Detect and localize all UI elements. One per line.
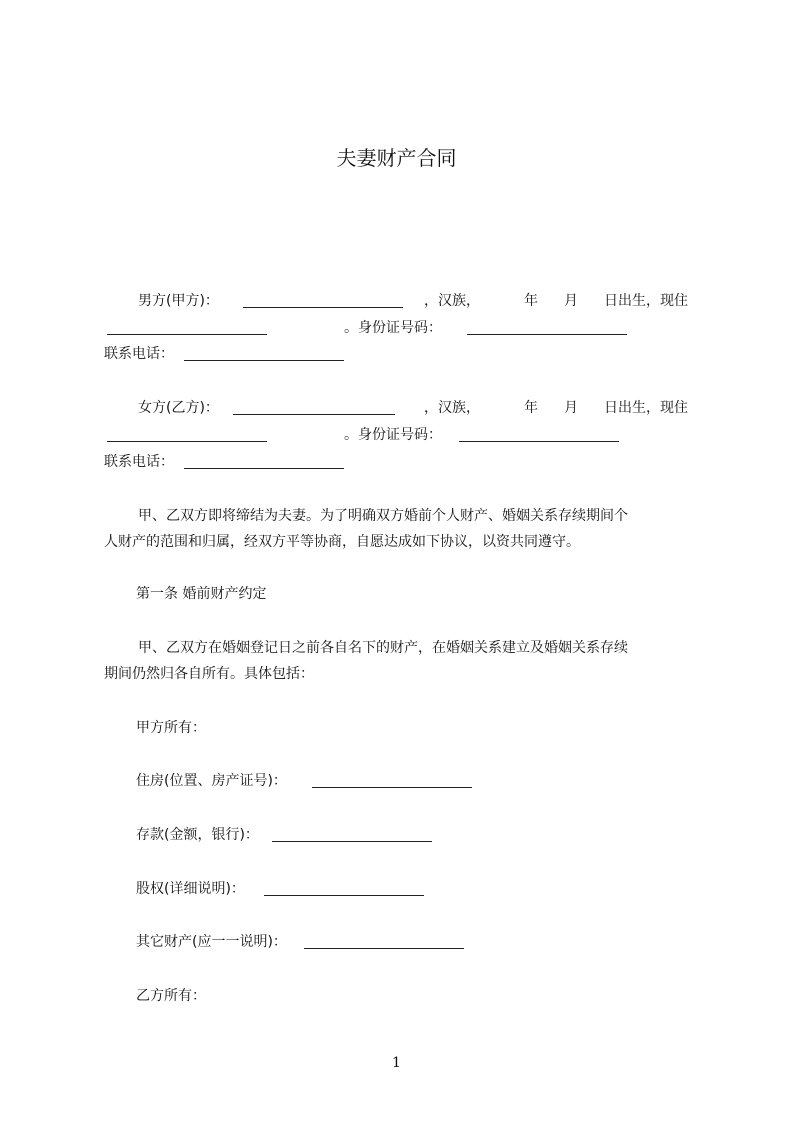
equity-label: 股权(详细说明)：: [136, 881, 245, 897]
party-a-born-reside: 日出生，现住: [604, 293, 688, 309]
party-b-id-blank[interactable]: [459, 427, 619, 442]
party-a-phone-blank[interactable]: [184, 346, 344, 361]
housing-blank[interactable]: [312, 773, 472, 788]
party-a-id-blank[interactable]: [467, 320, 627, 335]
party-b-phone-label: 联系电话：: [104, 454, 174, 470]
party-a-name-blank[interactable]: [243, 293, 403, 308]
other-property-blank[interactable]: [304, 934, 464, 949]
article-1-line-1: 甲、乙双方在婚姻登记日之前各自名下的财产，在婚姻关系建立及婚姻关系存续: [138, 640, 628, 656]
party-b-label: 女方(乙方)：: [138, 400, 219, 416]
party-b-born-reside: 日出生，现住: [604, 400, 688, 416]
document-title: 夫妻财产合同: [336, 146, 457, 170]
page-number: 1: [392, 1055, 401, 1071]
other-property-label: 其它财产(应一一说明)：: [136, 934, 287, 950]
party-a-label: 男方(甲方)：: [138, 293, 219, 309]
party-a-year-label: 年: [524, 293, 538, 309]
deposit-blank[interactable]: [272, 827, 432, 842]
party-a-address-blank[interactable]: [107, 320, 267, 335]
party-b-ethnicity: ，汉族，: [424, 400, 480, 416]
party-a-ethnicity: ，汉族，: [424, 293, 480, 309]
party-a-phone-label: 联系电话：: [104, 346, 174, 362]
article-1-line-2: 期间仍然归各自所有。具体包括：: [104, 666, 314, 682]
equity-blank[interactable]: [264, 881, 424, 896]
deposit-label: 存款(金额，银行)：: [136, 827, 259, 843]
party-b-month-label: 月: [564, 400, 578, 416]
party-b-id-label: 。身份证号码：: [344, 427, 442, 443]
party-a-owns-heading: 甲方所有：: [136, 720, 206, 736]
intro-line-2: 人财产的范围和归属，经双方平等协商，自愿达成如下协议，以资共同遵守。: [104, 534, 580, 550]
article-1-heading: 第一条 婚前财产约定: [136, 586, 267, 602]
party-b-year-label: 年: [524, 400, 538, 416]
party-b-phone-blank[interactable]: [184, 454, 344, 469]
party-b-address-blank[interactable]: [107, 427, 267, 442]
intro-line-1: 甲、乙双方即将缔结为夫妻。为了明确双方婚前个人财产、婚姻关系存续期间个: [138, 508, 628, 524]
party-b-owns-heading: 乙方所有：: [136, 988, 206, 1004]
party-b-name-blank[interactable]: [233, 400, 395, 415]
party-a-month-label: 月: [564, 293, 578, 309]
party-a-id-label: 。身份证号码：: [344, 320, 442, 336]
housing-label: 住房(位置、房产证号)：: [136, 773, 287, 789]
